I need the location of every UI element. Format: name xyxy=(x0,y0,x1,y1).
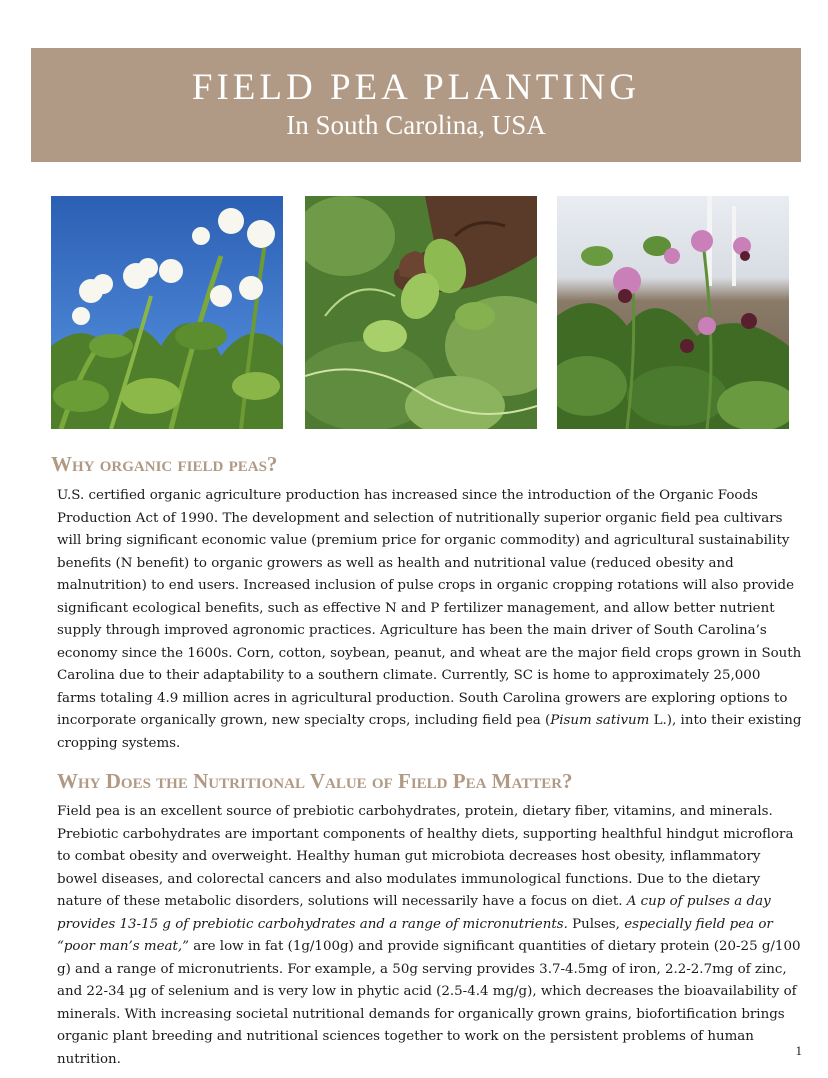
emphasis-text: especially field pea or “poor man’s meat,” xyxy=(57,916,773,954)
section-paragraph-why-organic xyxy=(57,485,802,755)
purple-pea-flowers-photo xyxy=(557,196,789,429)
section-heading-nutritional-value: Why Does the Nutritional Value of Field Pea Matter? xyxy=(57,769,573,793)
page-number: 1 xyxy=(795,1043,802,1058)
paragraph-text: Pulses, xyxy=(567,916,625,932)
paragraph-text: L.), into their existing cropping systems. xyxy=(57,713,802,751)
paragraph-text: are low in fat (1g/100g) and provide significant quantities of dietary protein (20-25 g/100 g) and a range of micronutrients. For example, a 50g serving provides 3.7-4.5mg of iron, 2.2-2.7mg of zinc, and 22-34 µg of selenium and is very low in phytic acid (2.5-4.4 mg/g), which decreases the bioavailability of minerals. With increasing societal nutritional demands for organically grown grains, biofortification brings organic plant breeding and nutritional sciences together to work on the persistent problems of human nutrition. xyxy=(57,939,801,1067)
species-name: Pisum sativum xyxy=(550,713,650,728)
section-paragraph-nutritional-value xyxy=(57,801,802,1071)
white-pea-flowers-photo xyxy=(51,196,283,429)
paragraph-text: U.S. certified organic agriculture production has increased since the introduction of the Organic Foods Production Act of 1990. The development and selection of nutritionally superior organic field pea cultivars will bring significant economic value (premium price for organic commodity) and agricultural sustainability benefits (N benefit) to organic growers as well as health and nutritional value (reduced obesity and malnutrition) to end users. Increased inclusion of pulse crops in organic cropping rotations will also provide significant ecological benefits, such as effective N and P fertilizer management, and allow better nutrient supply through improved agronomic practices. Agriculture has been the main driver of South Carolina’s economy since the 1600s. Corn, cotton, soybean, peanut, and wheat are the major field crops grown in South Carolina due to their adaptability to a southern climate. Currently, SC is home to approximately 25,000 farms totaling 4.9 million acres in agricultural production. South Carolina growers are exploring options to incorporate organically grown, new specialty crops, including field pea ( xyxy=(57,488,802,728)
paragraph-text: Field pea is an excellent source of prebiotic carbohydrates, protein, dietary fiber, vitamins, and minerals. Prebiotic carbohydrates are important components of healthy diets, supporting healthful hindgut microflora to combat obesity and overweight. Healthy human gut microbiota decreases host obesity, inflammatory bowel diseases, and colorectal cancers and also modulates immunological functions. Due to the dietary nature of these metabolic disorders, solutions will necessarily have a focus on diet. xyxy=(57,804,794,909)
hand-holding-pea-leaves-photo xyxy=(305,196,537,429)
title-banner xyxy=(31,48,801,162)
page-subtitle: In South Carolina, USA xyxy=(286,110,546,140)
section-heading-why-organic: Why organic field peas? xyxy=(51,452,278,476)
page-title: FIELD PEA PLANTING xyxy=(191,67,641,108)
emphasis-text: A cup of pulses a day provides 13-15 g of prebiotic carbohydrates and a range of micronutrients. xyxy=(57,894,771,932)
